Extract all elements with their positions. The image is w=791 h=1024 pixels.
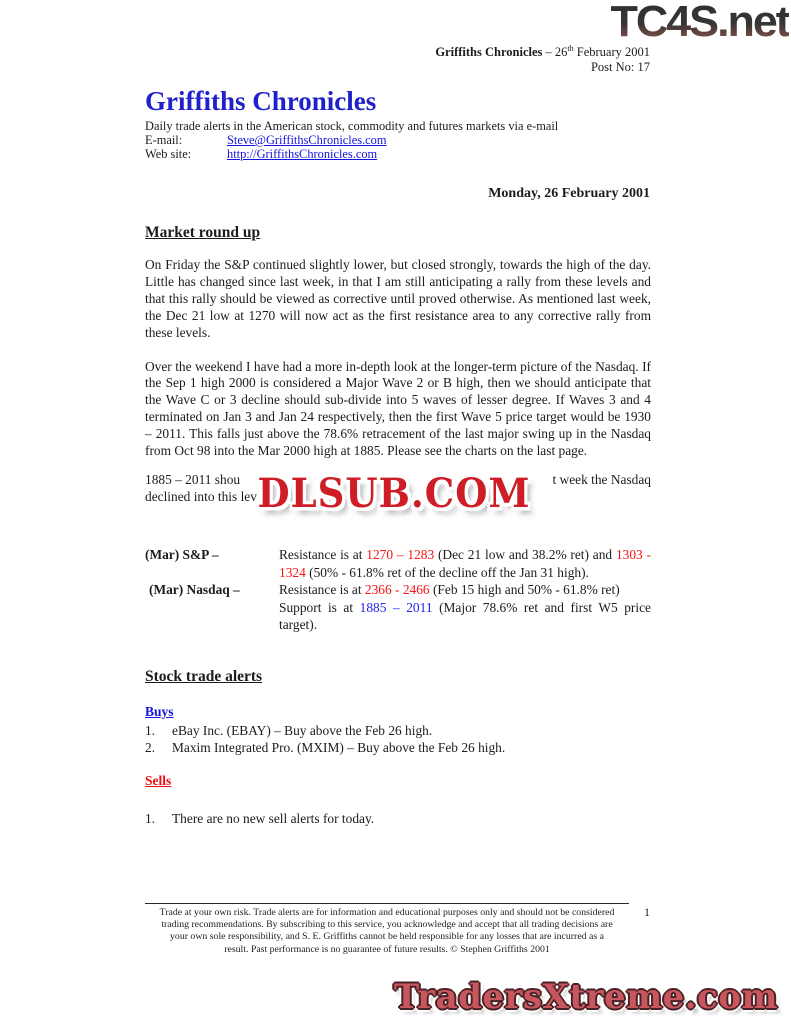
email-row [145,134,665,148]
website-link[interactable]: http://GriffithsChronicles.com [227,146,378,161]
sell-alert-item: 1. There are no new sell alerts for today. [145,810,375,826]
footer [145,903,629,956]
paragraph-3-line-1: 1885 – 2011 shou t week the Nasdaq [145,471,651,487]
doc-ref-line: Griffiths Chronicles – 26th February 2001 [435,44,650,60]
nasdaq-levels-row [145,581,651,634]
sp-levels-row [145,546,651,581]
key-levels [145,546,651,634]
nasdaq-resistance-zone: 2366 - 2466 [364,582,430,598]
website-row [145,148,665,162]
main-content [145,224,651,827]
buy-alert-item: 2. Maxim Integrated Pro. (MXIM) – Buy above the Feb 26 high. [145,740,506,756]
buy-alerts-list [145,722,651,757]
email-label: E-mail: [145,133,183,147]
doc-ref-title: Griffiths Chronicles [435,45,543,60]
dlsub-watermark: DLSUB.COM [257,468,531,517]
nasdaq-levels-text: Resistance is at 2366 - 2466 (Feb 15 high and 50% - 61.8% ret) Support is at 1885 – 2011 (Major 78.6% ret and first W5 price target). [279,582,651,633]
ordinal-suffix: th [567,44,574,53]
issue-date: Monday, 26 February 2001 [488,186,650,201]
sp-contract-label: (Mar) S&P – [145,546,219,562]
masthead [145,86,665,162]
post-number: Post No: 17 [590,60,650,75]
page-number: 1 [644,905,650,919]
nasdaq-support-zone: 1885 – 2011 [359,599,433,615]
nasdaq-contract-label: (Mar) Nasdaq – [149,582,240,598]
email-link[interactable]: Steve@GriffithsChronicles.com [227,133,387,147]
buy-alert-item: 1. eBay Inc. (EBAY) – Buy above the Feb 26 high. [145,722,433,738]
sells-subheading: Sells [145,772,172,788]
website-label: Web site: [145,146,192,161]
stock-alerts-heading: Stock trade alerts [145,667,263,685]
newsletter-title: Griffiths Chronicles [145,86,377,116]
sell-alerts-list [145,810,651,827]
buys-subheading: Buys [145,703,174,719]
market-paragraph-1: On Friday the S&P continued slightly lower, but closed strongly, towards the high of the day. Little has changed since last week, in that I am still anticipating a rally from these levels and that this rally should be viewed as corrective until proved otherwise. As mentioned last week, the Dec 21 low at 1270 will now act as the first resistance area to any corrective rally from these levels. [145,257,651,340]
sp-resistance-zone-2: 1303 - 1324 [279,546,652,580]
paragraph-3-line-2: declined into this lev [145,488,257,504]
tc4s-logo: TC4S.net [610,0,789,46]
tradersxtreme-logo: TradersXtreme.com [393,977,778,1017]
sp-resistance-zone-1: 1270 – 1283 [366,546,435,562]
market-roundup-heading: Market round up [145,224,261,241]
document-header [435,41,650,75]
newsletter-subtitle: Daily trade alerts in the American stock, commodity and futures markets via e-mail [145,119,559,133]
sp-levels-text: Resistance is at 1270 – 1283 (Dec 21 low and 38.2% ret) and 1303 - 1324 (50% - 61.8% ret of the decline off the Jan 31 high). [279,546,652,580]
market-paragraph-3 [145,468,651,517]
market-paragraph-2: Over the weekend I have had a more in-depth look at the longer-term picture of the Nasdaq. If the Sep 1 high 2000 is considered a Major Wave 2 or B high, then we should anticipate that the Wave C or 3 decline should sub-divide into 5 waves of lesser degree. If Waves 3 and 4 terminated on Jan 3 and Jan 24 respectively, then the first Wave 5 price target would be 1930 – 2011. This falls just above the 78.6% retracement of the last major swing up in the Nasdaq from Oct 98 into the Mar 2000 high at 1885. Please see the charts on the last page. [145,358,651,459]
disclaimer-text: Trade at your own risk. Trade alerts are for information and educational purposes only and should not be considered trading recommendations. By subscribing to this service, you acknowledge and accept that all trading decisions are your own sole responsibility, and S. E. Griffiths cannot be held responsible for any losses that are incurred as a result. Past performance is no guarantee of future results. © Stephen Griffiths 2001 [159,907,615,955]
